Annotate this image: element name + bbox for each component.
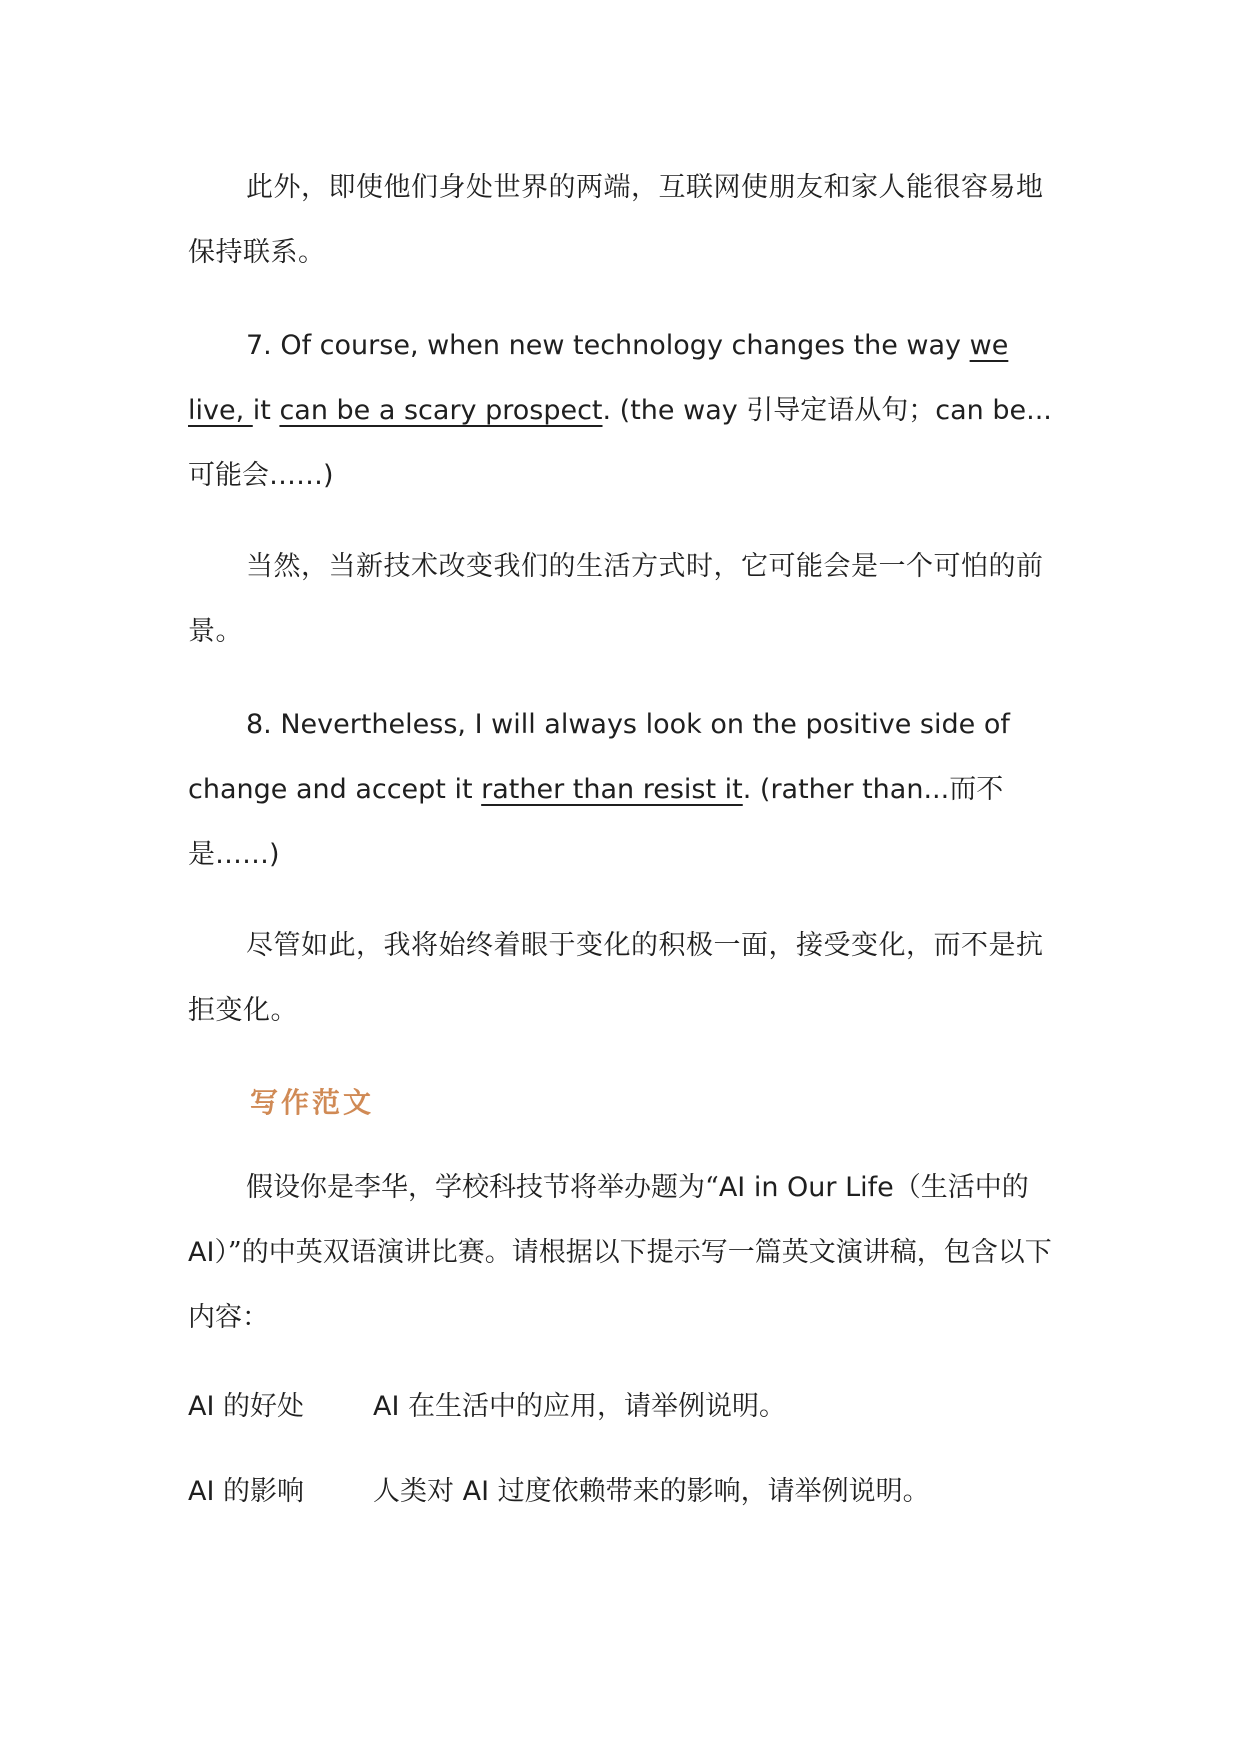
paragraph-sentence-8 [188, 692, 1058, 887]
text-run: . (rather than...而不是……) [188, 774, 1004, 870]
outline-row [188, 1378, 1058, 1435]
outline-topic: AI 的影响 [188, 1476, 305, 1507]
outline-detail: AI 在生活中的应用，请举例说明。 [373, 1391, 787, 1422]
paragraph-sentence-7 [188, 313, 1058, 508]
underlined-phrase: rather than resist it [481, 774, 743, 805]
paragraph-translation-8: 尽管如此，我将始终着眼于变化的积极一面，接受变化，而不是抗拒变化。 [188, 930, 1044, 1026]
paragraph-translation-6: 此外，即使他们身处世界的两端，互联网使朋友和家人能很容易地保持联系。 [188, 172, 1044, 268]
outline-row [188, 1463, 1058, 1520]
text-run-en: AI in Our Life [718, 1172, 894, 1203]
text-run: . (the way 引导定语从句；can be...可能会……) [188, 395, 1052, 491]
underlined-phrase: can be a scary prospect [279, 395, 603, 426]
underlined-phrase: we live, [188, 330, 1009, 426]
text-run: ）”的中英双语演讲比赛。请根据以下提示写一篇英文演讲稿，包含以下内容： [188, 1237, 1052, 1333]
text-run: it [252, 395, 280, 426]
text-run-en: AI [188, 1237, 215, 1268]
outline-detail: 人类对 AI 过度依赖带来的影响，请举例说明。 [373, 1476, 930, 1507]
writing-prompt [188, 1155, 1058, 1350]
text-run: 7. Of course, when new technology changes the way [246, 330, 970, 361]
text-run: （生活中的 [893, 1172, 1029, 1203]
outline-topic: AI 的好处 [188, 1391, 305, 1422]
text-run: 假设你是李华，学校科技节将举办题为“ [246, 1172, 719, 1203]
section-heading: 写作范文 [250, 1086, 375, 1119]
text-run: 8. Nevertheless, I will always look on the positive side of change and accept it [188, 709, 1010, 805]
document-content [188, 155, 1058, 1548]
paragraph-translation-7: 当然，当新技术改变我们的生活方式时，它可能会是一个可怕的前景。 [188, 551, 1044, 647]
